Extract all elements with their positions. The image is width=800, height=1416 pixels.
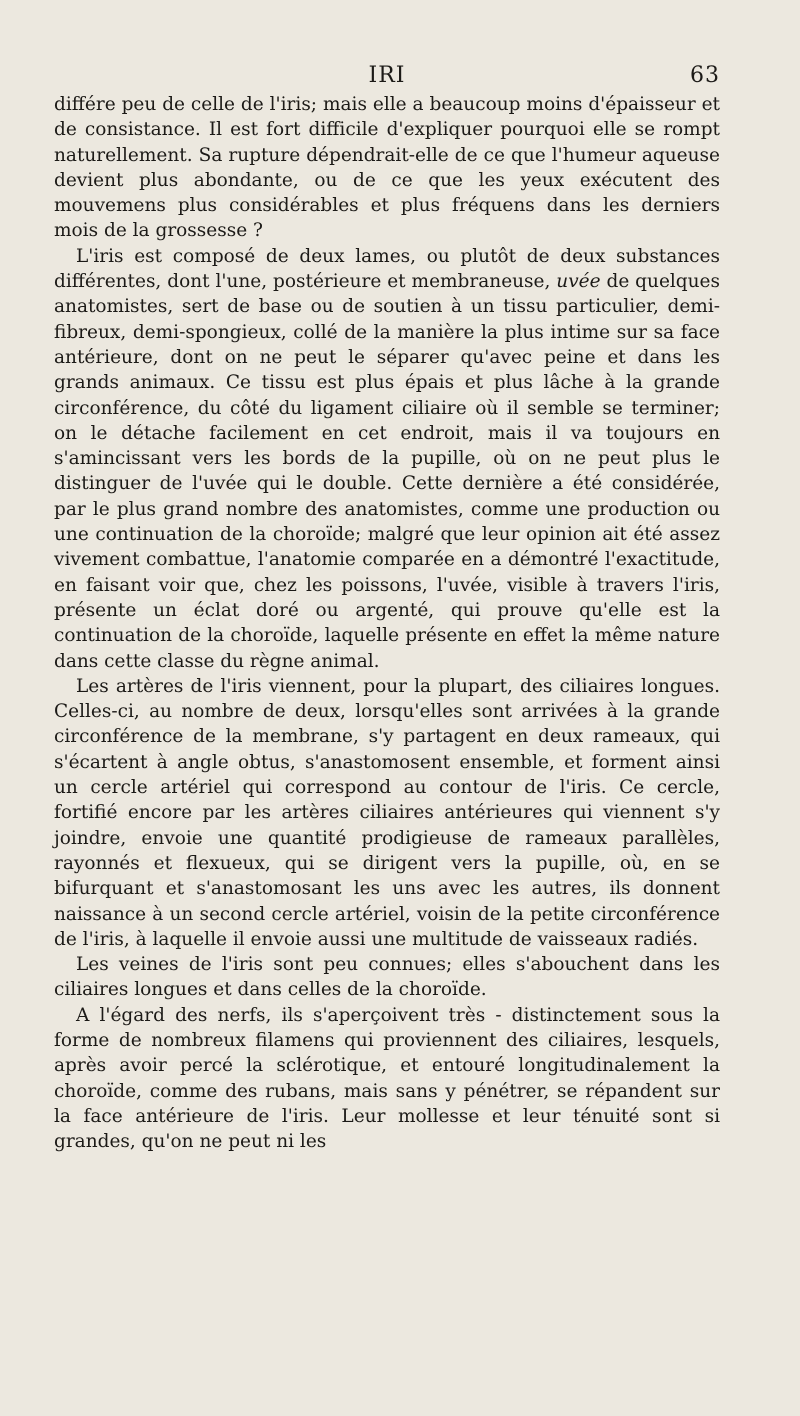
italic-term: uvée	[556, 271, 601, 293]
running-head: IRI	[368, 63, 406, 88]
page-number: 63	[690, 63, 720, 88]
paragraph-iris-structure: L'iris est composé de deux lames, ou plutôt de deux substances différentes, dont l'une, postérieure et membraneuse, uvée de quelques anatomistes, sert de base ou de soutien à un tissu particulier, demi-fibreux, demi-spongieux, collé de la manière la plus intime sur sa face antérieure, dont on ne peut le séparer qu'avec peine et dans les grands animaux. Ce tissu est plus épais et plus lâche à la grande circonférence, du côté du ligament ciliaire où il semble se terminer; on le détache facilement en cet endroit, mais il va toujours en s'amincissant vers les bords de la pupille, où on ne peut plus le distinguer de l'uvée qui le double. Cette dernière a été considérée, par le plus grand nombre des anatomistes, comme une production ou une continuation de la choroïde; malgré que leur opinion ait été assez vivement combattue, l'anatomie comparée en a démontré l'exactitude, en faisant voir que, chez les poissons, l'uvée, visible à travers l'iris, présente un éclat doré ou argenté, qui prouve qu'elle est la continuation de la choroïde, laquelle présente en effet la même nature dans cette classe du règne animal.	[54, 245, 721, 672]
body-text	[54, 92, 720, 1154]
page-header	[54, 63, 720, 93]
paragraph-arteries: Les artères de l'iris viennent, pour la plupart, des ciliaires longues. Celles-ci, au nombre de deux, lorsqu'elles sont arrivées à la grande circonférence de la membrane, s'y partagent en deux rameaux, qui s'écartent à angle obtus, s'anastomosent ensemble, et forment ainsi un cercle artériel qui correspond au contour de l'iris. Ce cercle, fortifié encore par les artères ciliaires antérieures qui viennent s'y joindre, envoie une quantité prodigieuse de rameaux parallèles, rayonnés et flexueux, qui se dirigent vers la pupille, où, en se bifurquant et s'anastomosant les uns avec les autres, ils donnent naissance à un second cercle artériel, voisin de la petite circonférence de l'iris, à laquelle il envoie aussi une multitude de vaisseaux radiés.	[54, 675, 720, 950]
paragraph-nerves: A l'égard des nerfs, ils s'aperçoivent très - distinctement sous la forme de nombreux filamens qui proviennent des ciliaires, lesquels, après avoir percé la sclérotique, et entouré longitudinalement la choroïde, comme des rubans, mais sans y pénétrer, se répandent sur la face antérieure de l'iris. Leur mollesse et leur ténuité sont si grandes, qu'on ne peut ni les	[54, 1004, 720, 1153]
paragraph-veins: Les veines de l'iris sont peu connues; elles s'abouchent dans les ciliaires longues et dans celles de la choroïde.	[54, 954, 720, 1001]
paragraph-continuation: différe peu de celle de l'iris; mais elle a beaucoup moins d'épaisseur et de consistance. Il est fort difficile d'expliquer pourquoi elle se rompt naturellement. Sa rupture dépendrait-elle de ce que l'humeur aqueuse devient plus abondante, ou de ce que les yeux exécutent des mouvemens plus considérables et plus fréquens dans les derniers mois de la grossesse ?	[54, 94, 720, 242]
